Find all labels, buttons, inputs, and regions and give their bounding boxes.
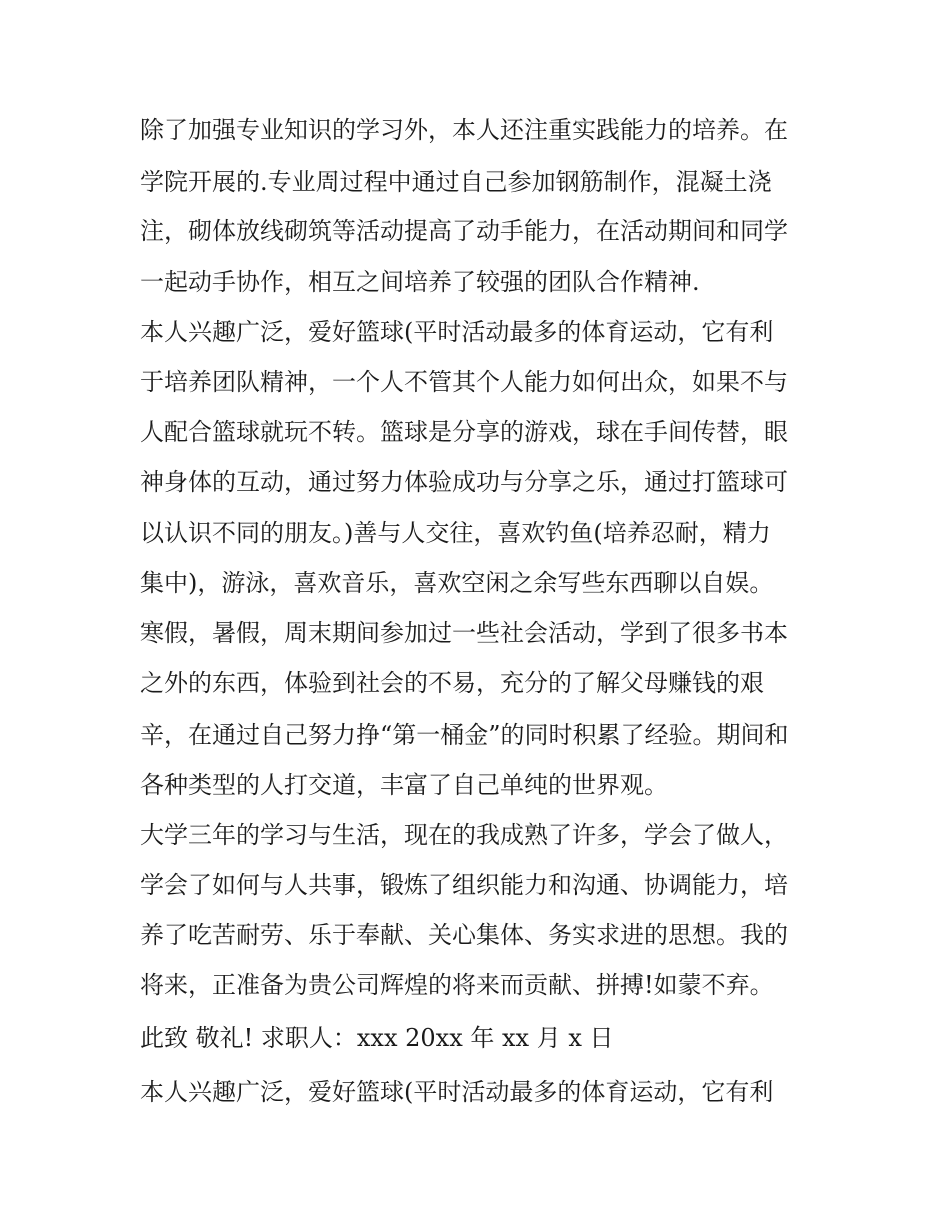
text-line: 寒假，暑假，周末期间参加过一些社会活动，学到了很多书本 bbox=[140, 619, 788, 647]
text-line: 养了吃苦耐劳、乐于奉献、关心集体、务实求进的思想。我的 bbox=[140, 921, 788, 949]
text-line: 注，砌体放线砌筑等活动提高了动手能力，在活动期间和同学 bbox=[140, 217, 788, 245]
text-line: 之外的东西，体验到社会的不易，充分的了解父母赚钱的艰 bbox=[140, 669, 764, 697]
text-line: 神身体的互动，通过努力体验成功与分享之乐，通过打篮球可 bbox=[140, 468, 788, 496]
text-line: 大学三年的学习与生活，现在的我成熟了许多，学会了做人， bbox=[140, 821, 788, 849]
text-line: 各种类型的人打交道，丰富了自己单纯的世界观。 bbox=[140, 771, 668, 799]
text-line: 此致 敬礼! 求职人：xxx 20xx 年 xx 月 x 日 bbox=[140, 1024, 614, 1052]
text-line: 除了加强专业知识的学习外，本人还注重实践能力的培养。在 bbox=[140, 116, 788, 144]
text-line: 以认识不同的朋友。)善与人交往，喜欢钓鱼(培养忍耐，精力 bbox=[140, 519, 771, 547]
text-line: 学院开展的.专业周过程中通过自己参加钢筋制作，混凝土浇 bbox=[140, 168, 772, 196]
text-line: 人配合篮球就玩不转。篮球是分享的游戏，球在手间传替，眼 bbox=[140, 418, 788, 446]
text-line: 一起动手协作，相互之间培养了较强的团队合作精神. bbox=[140, 268, 700, 296]
text-line: 本人兴趣广泛，爱好篮球(平时活动最多的体育运动，它有利 bbox=[140, 1078, 774, 1106]
text-line: 辛，在通过自己努力挣“第一桶金”的同时积累了经验。期间和 bbox=[140, 721, 789, 749]
text-line: 于培养团队精神，一个人不管其个人能力如何出众，如果不与 bbox=[140, 368, 788, 396]
text-line: 集中)，游泳，喜欢音乐，喜欢空闲之余写些东西聊以自娱。 bbox=[140, 569, 774, 597]
text-line: 学会了如何与人共事，锻炼了组织能力和沟通、协调能力，培 bbox=[140, 871, 788, 899]
text-line: 本人兴趣广泛，爱好篮球(平时活动最多的体育运动，它有利 bbox=[140, 318, 774, 346]
text-line: 将来，正准备为贵公司辉煌的将来而贡献、拼搏!如蒙不弃。 bbox=[140, 971, 774, 999]
